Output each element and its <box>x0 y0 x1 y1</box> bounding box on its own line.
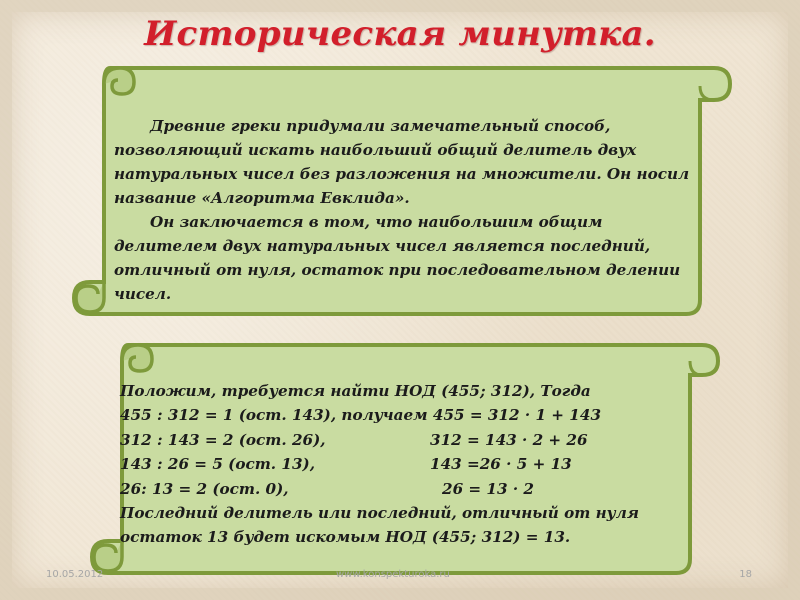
history-text <box>114 114 694 306</box>
example-conclusion: Последний делитель или последний, отличный от нуля <box>120 503 639 522</box>
footer-date: 10.05.2012 <box>46 569 104 580</box>
example-step: 312 : 143 = 2 (ост. 26), 312 = 143 · 2 + 26 <box>120 430 588 449</box>
example-step: 143 : 26 = 5 (ост. 13), 143 =26 · 5 + 13 <box>120 455 572 474</box>
example-conclusion: остаток 13 будет искомым НОД (455; 312) = 13. <box>120 528 571 547</box>
history-scroll <box>68 64 734 320</box>
history-paragraph: Древние греки придумали замечательный способ, позволяющий искать наибольший общий делитель двух натуральных чисел без разложения на множители. Он носил название «Алгоритма Евклида». <box>114 117 690 207</box>
example-step: 455 : 312 = 1 (ост. 143), получаем 455 = 312 · 1 + 143 <box>120 406 602 425</box>
slide-title: Историческая минутка. <box>144 14 656 54</box>
example-scroll <box>86 341 722 577</box>
example-text <box>120 379 680 550</box>
example-intro: Положим, требуется найти НОД (455; 312), Тогда <box>120 382 591 400</box>
footer-page-number: 18 <box>739 569 752 580</box>
history-paragraph: Он заключается в том, что наибольшим общим делителем двух натуральных чисел является последний, отличный от нуля, остаток при последовательном делении чисел. <box>114 213 681 303</box>
example-step: 26: 13 = 2 (ост. 0), 26 = 13 · 2 <box>120 479 535 498</box>
footer-website: www.konspekturoka.ru <box>336 569 450 580</box>
